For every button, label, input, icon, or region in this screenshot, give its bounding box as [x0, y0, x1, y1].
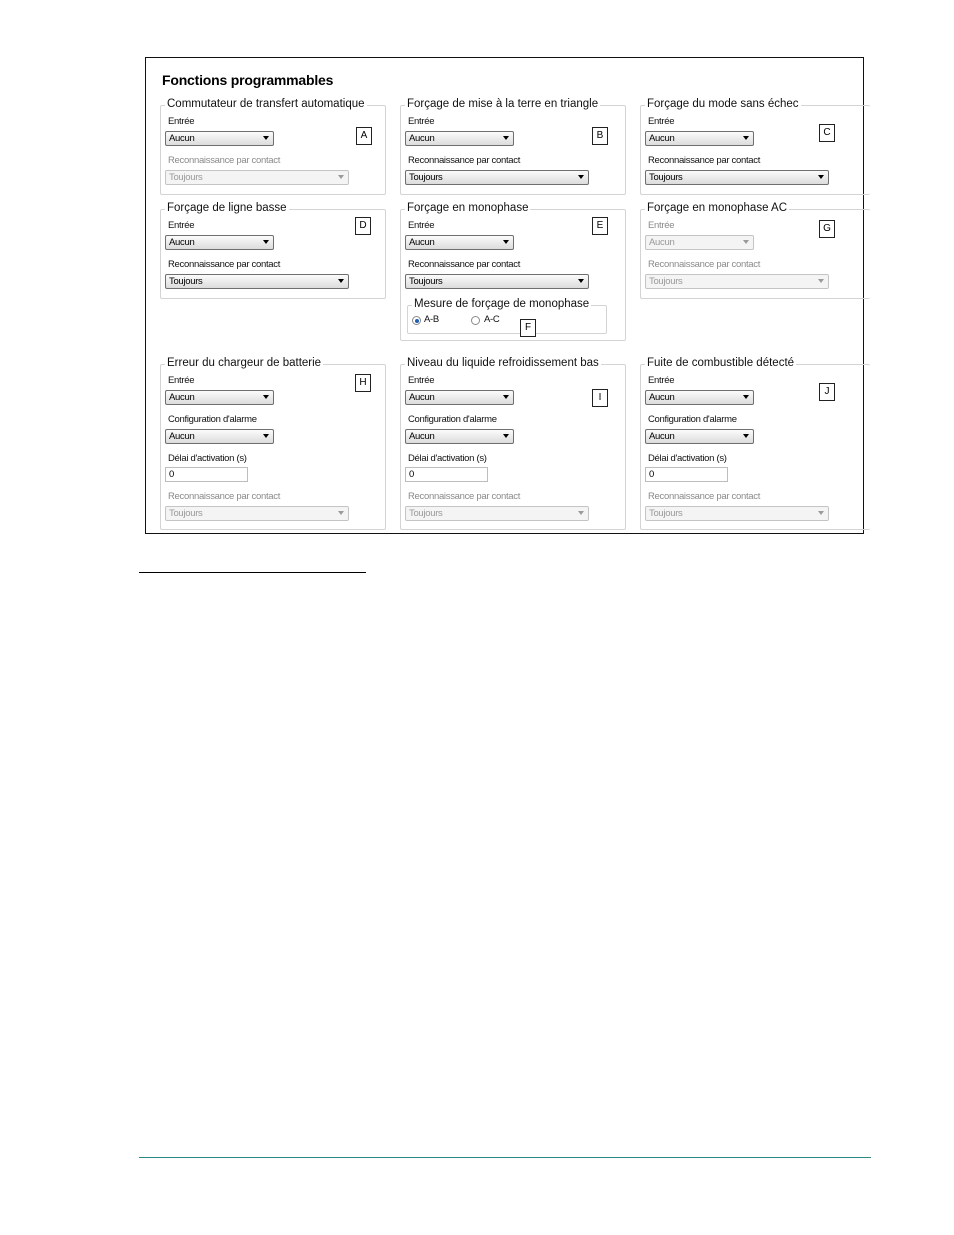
delai-label: Délai d'activation (s) — [648, 453, 727, 464]
reconnaissance-label: Reconnaissance par contact — [648, 259, 761, 270]
group-single-title: Forçage en monophase — [407, 202, 529, 214]
ground-entree-select[interactable]: Aucun — [405, 131, 514, 146]
failsafe-reconnaissance-select[interactable]: Toujours — [645, 170, 829, 185]
group-lowline-title: Forçage de ligne basse — [167, 202, 287, 214]
dropdown-arrow-icon — [503, 136, 509, 140]
dropdown-arrow-icon — [338, 175, 344, 179]
group-ats-title: Commutateur de transfert automatique — [167, 98, 365, 110]
single-ac-reconnaissance-select[interactable]: Toujours — [645, 274, 829, 289]
dropdown-arrow-icon — [578, 175, 584, 179]
reconnaissance-label: Reconnaissance par contact — [168, 491, 281, 502]
dropdown-arrow-icon — [818, 175, 824, 179]
reconnaissance-label: Reconnaissance par contact — [168, 155, 281, 166]
delai-label: Délai d'activation (s) — [408, 453, 487, 464]
marker-h: H — [355, 374, 371, 392]
radio-ac[interactable] — [471, 316, 480, 325]
dropdown-arrow-icon — [743, 434, 749, 438]
entree-label: Entrée — [648, 220, 675, 231]
battery-alarme-select[interactable]: Aucun — [165, 429, 274, 444]
group-ground — [400, 98, 626, 195]
marker-d: D — [355, 217, 371, 235]
fuel-delai-input[interactable]: 0 — [645, 467, 728, 482]
lowline-reconnaissance-select[interactable]: Toujours — [165, 274, 349, 289]
programmable-functions-panel — [145, 57, 864, 534]
group-failsafe-title: Forçage du mode sans échec — [647, 98, 799, 110]
group-coolant-title: Niveau du liquide refroidissement bas — [407, 357, 599, 369]
group-fuel — [640, 357, 870, 530]
reconnaissance-label: Reconnaissance par contact — [408, 155, 521, 166]
battery-delai-input[interactable]: 0 — [165, 467, 248, 482]
lowline-entree-select[interactable]: Aucun — [165, 235, 274, 250]
ground-reconnaissance-select[interactable]: Toujours — [405, 170, 589, 185]
dropdown-arrow-icon — [338, 279, 344, 283]
failsafe-entree-select[interactable]: Aucun — [645, 131, 754, 146]
reconnaissance-label: Reconnaissance par contact — [408, 491, 521, 502]
reconnaissance-label: Reconnaissance par contact — [168, 259, 281, 270]
entree-label: Entrée — [408, 220, 435, 231]
config-alarme-label: Configuration d'alarme — [408, 414, 497, 425]
config-alarme-label: Configuration d'alarme — [168, 414, 257, 425]
reconnaissance-label: Reconnaissance par contact — [648, 155, 761, 166]
dropdown-arrow-icon — [578, 279, 584, 283]
battery-reconnaissance-select[interactable]: Toujours — [165, 506, 349, 521]
radio-ab[interactable] — [412, 316, 421, 325]
group-measure-title: Mesure de forçage de monophase — [414, 298, 590, 310]
single-ac-entree-select[interactable]: Aucun — [645, 235, 754, 250]
reconnaissance-label: Reconnaissance par contact — [408, 259, 521, 270]
dropdown-arrow-icon — [743, 136, 749, 140]
entree-label: Entrée — [408, 375, 435, 386]
ats-entree-select[interactable]: Aucun — [165, 131, 274, 146]
single-entree-select[interactable]: Aucun — [405, 235, 514, 250]
footer-rule — [139, 1157, 871, 1158]
entree-label: Entrée — [168, 375, 195, 386]
dropdown-arrow-icon — [818, 279, 824, 283]
reconnaissance-label: Reconnaissance par contact — [648, 491, 761, 502]
marker-g: G — [819, 220, 835, 238]
delai-label: Délai d'activation (s) — [168, 453, 247, 464]
group-failsafe — [640, 98, 870, 195]
group-battery — [160, 357, 386, 530]
marker-c: C — [819, 124, 835, 142]
dropdown-arrow-icon — [743, 240, 749, 244]
dropdown-arrow-icon — [263, 395, 269, 399]
group-battery-title: Erreur du chargeur de batterie — [167, 357, 322, 369]
entree-label: Entrée — [168, 220, 195, 231]
group-ats — [160, 98, 386, 195]
group-single-ac — [640, 202, 870, 299]
dropdown-arrow-icon — [263, 434, 269, 438]
group-lowline — [160, 202, 386, 299]
marker-b: B — [592, 127, 608, 145]
ats-reconnaissance-select[interactable]: Toujours — [165, 170, 349, 185]
group-single — [400, 202, 626, 341]
dropdown-arrow-icon — [338, 511, 344, 515]
dropdown-arrow-icon — [818, 511, 824, 515]
panel-title: Fonctions programmables — [162, 72, 334, 88]
group-single-ac-title: Forçage en monophase AC — [647, 202, 788, 214]
marker-e: E — [592, 217, 608, 235]
entree-label: Entrée — [168, 116, 195, 127]
marker-i: I — [592, 389, 608, 407]
group-measure — [407, 298, 607, 334]
footnote-separator — [139, 572, 366, 573]
dropdown-arrow-icon — [503, 395, 509, 399]
dropdown-arrow-icon — [743, 395, 749, 399]
coolant-delai-input[interactable]: 0 — [405, 467, 488, 482]
group-coolant — [400, 357, 626, 530]
coolant-entree-select[interactable]: Aucun — [405, 390, 514, 405]
fuel-entree-select[interactable]: Aucun — [645, 390, 754, 405]
dropdown-arrow-icon — [263, 240, 269, 244]
coolant-alarme-select[interactable]: Aucun — [405, 429, 514, 444]
entree-label: Entrée — [648, 375, 675, 386]
fuel-reconnaissance-select[interactable]: Toujours — [645, 506, 829, 521]
radio-ab-label: A-B — [424, 314, 439, 325]
marker-a: A — [356, 127, 372, 145]
marker-f: F — [520, 319, 536, 337]
fuel-alarme-select[interactable]: Aucun — [645, 429, 754, 444]
coolant-reconnaissance-select[interactable]: Toujours — [405, 506, 589, 521]
entree-label: Entrée — [648, 116, 675, 127]
radio-ac-label: A-C — [484, 314, 500, 325]
dropdown-arrow-icon — [503, 434, 509, 438]
group-ground-title: Forçage de mise à la terre en triangle — [407, 98, 599, 110]
dropdown-arrow-icon — [503, 240, 509, 244]
group-fuel-title: Fuite de combustible détecté — [647, 357, 795, 369]
entree-label: Entrée — [408, 116, 435, 127]
dropdown-arrow-icon — [578, 511, 584, 515]
dropdown-arrow-icon — [263, 136, 269, 140]
config-alarme-label: Configuration d'alarme — [648, 414, 737, 425]
battery-entree-select[interactable]: Aucun — [165, 390, 274, 405]
single-reconnaissance-select[interactable]: Toujours — [405, 274, 589, 289]
marker-j: J — [819, 383, 835, 401]
